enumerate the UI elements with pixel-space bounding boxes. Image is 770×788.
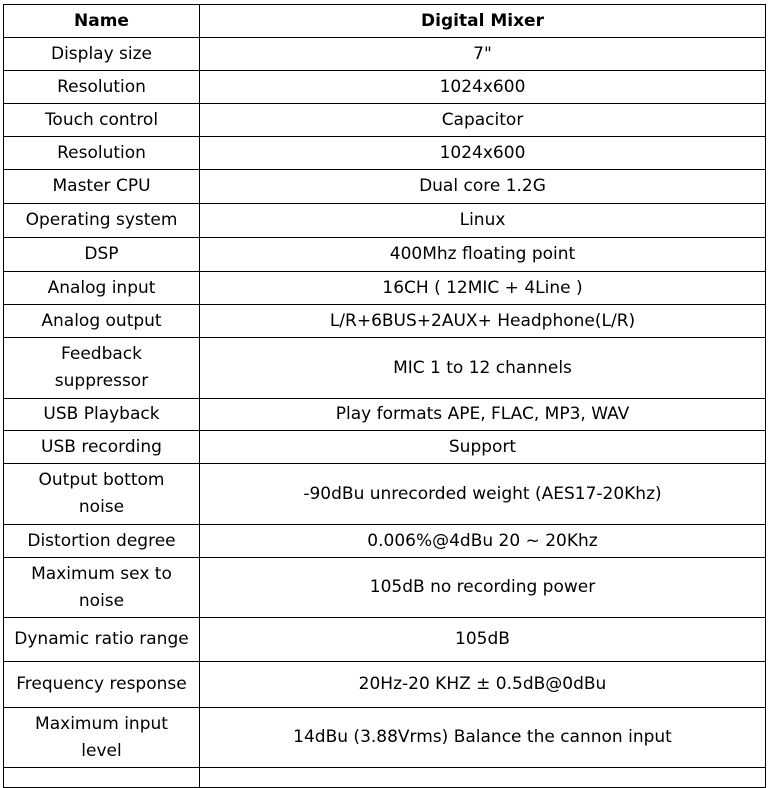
table-row (4, 662, 766, 708)
row-name: Resolution (4, 71, 200, 104)
table-row-partial (4, 768, 766, 788)
row-value: 20Hz-20 KHZ ± 0.5dB@0dBu (200, 662, 766, 708)
table-row (4, 525, 766, 558)
table-row (4, 431, 766, 464)
row-value: 0.006%@4dBu 20 ~ 20Khz (200, 525, 766, 558)
row-name: Dynamic ratio range (4, 618, 200, 662)
row-value: Capacitor (200, 104, 766, 137)
row-name: Operating system (4, 204, 200, 238)
row-value: 105dB no recording power (200, 558, 766, 618)
row-value: Support (200, 431, 766, 464)
row-name-line: noise (78, 590, 125, 611)
row-name-line: Output bottom (38, 470, 165, 490)
table-row (4, 399, 766, 431)
table-row (4, 464, 766, 525)
table-row (4, 204, 766, 238)
row-value: 105dB (200, 618, 766, 662)
table-row (4, 305, 766, 338)
table-row (4, 238, 766, 272)
row-value: 1024x600 (200, 71, 766, 104)
row-name: USB recording (4, 431, 200, 464)
row-value: L/R+6BUS+2AUX+ Headphone(L/R) (200, 305, 766, 338)
table-row (4, 558, 766, 618)
row-name (4, 464, 200, 525)
row-value: 14dBu (3.88Vrms) Balance the cannon input (200, 708, 766, 768)
row-name: Analog input (4, 272, 200, 305)
row-value: 16CH ( 12MIC + 4Line ) (200, 272, 766, 305)
table-row (4, 618, 766, 662)
row-value: Linux (200, 204, 766, 238)
row-name-line: noise (78, 497, 125, 517)
row-name (4, 708, 200, 768)
header-value: Digital Mixer (200, 5, 766, 38)
row-value (200, 768, 766, 788)
row-name: Frequency response (4, 662, 200, 708)
row-name (4, 338, 200, 399)
table-row (4, 338, 766, 399)
row-value: 7" (200, 38, 766, 71)
table-row (4, 104, 766, 137)
row-name-line: Feedback (61, 344, 142, 364)
table-row (4, 71, 766, 104)
row-name: Touch control (4, 104, 200, 137)
row-name (4, 768, 200, 788)
row-name: USB Playback (4, 399, 200, 431)
row-value: Dual core 1.2G (200, 170, 766, 204)
table-row (4, 38, 766, 71)
row-name (4, 558, 200, 618)
row-name: Display size (4, 38, 200, 71)
spec-table (3, 4, 766, 788)
table-row (4, 137, 766, 170)
row-name: Master CPU (4, 170, 200, 204)
row-value: 1024x600 (200, 137, 766, 170)
row-name: DSP (4, 238, 200, 272)
row-name: Analog output (4, 305, 200, 338)
table-row (4, 708, 766, 768)
table-row (4, 272, 766, 305)
row-name-line: suppressor (54, 371, 149, 391)
row-name-line: Maximum input (35, 713, 168, 734)
table-header-row (4, 5, 766, 38)
row-value: Play formats APE, FLAC, MP3, WAV (200, 399, 766, 431)
header-name: Name (4, 5, 200, 38)
row-name-line: Maximum sex to (31, 563, 172, 584)
row-value: MIC 1 to 12 channels (200, 338, 766, 399)
row-name: Resolution (4, 137, 200, 170)
row-name-line: level (81, 740, 122, 761)
row-value: -90dBu unrecorded weight (AES17-20Khz) (200, 464, 766, 525)
row-value: 400Mhz floating point (200, 238, 766, 272)
table-row (4, 170, 766, 204)
row-name: Distortion degree (4, 525, 200, 558)
